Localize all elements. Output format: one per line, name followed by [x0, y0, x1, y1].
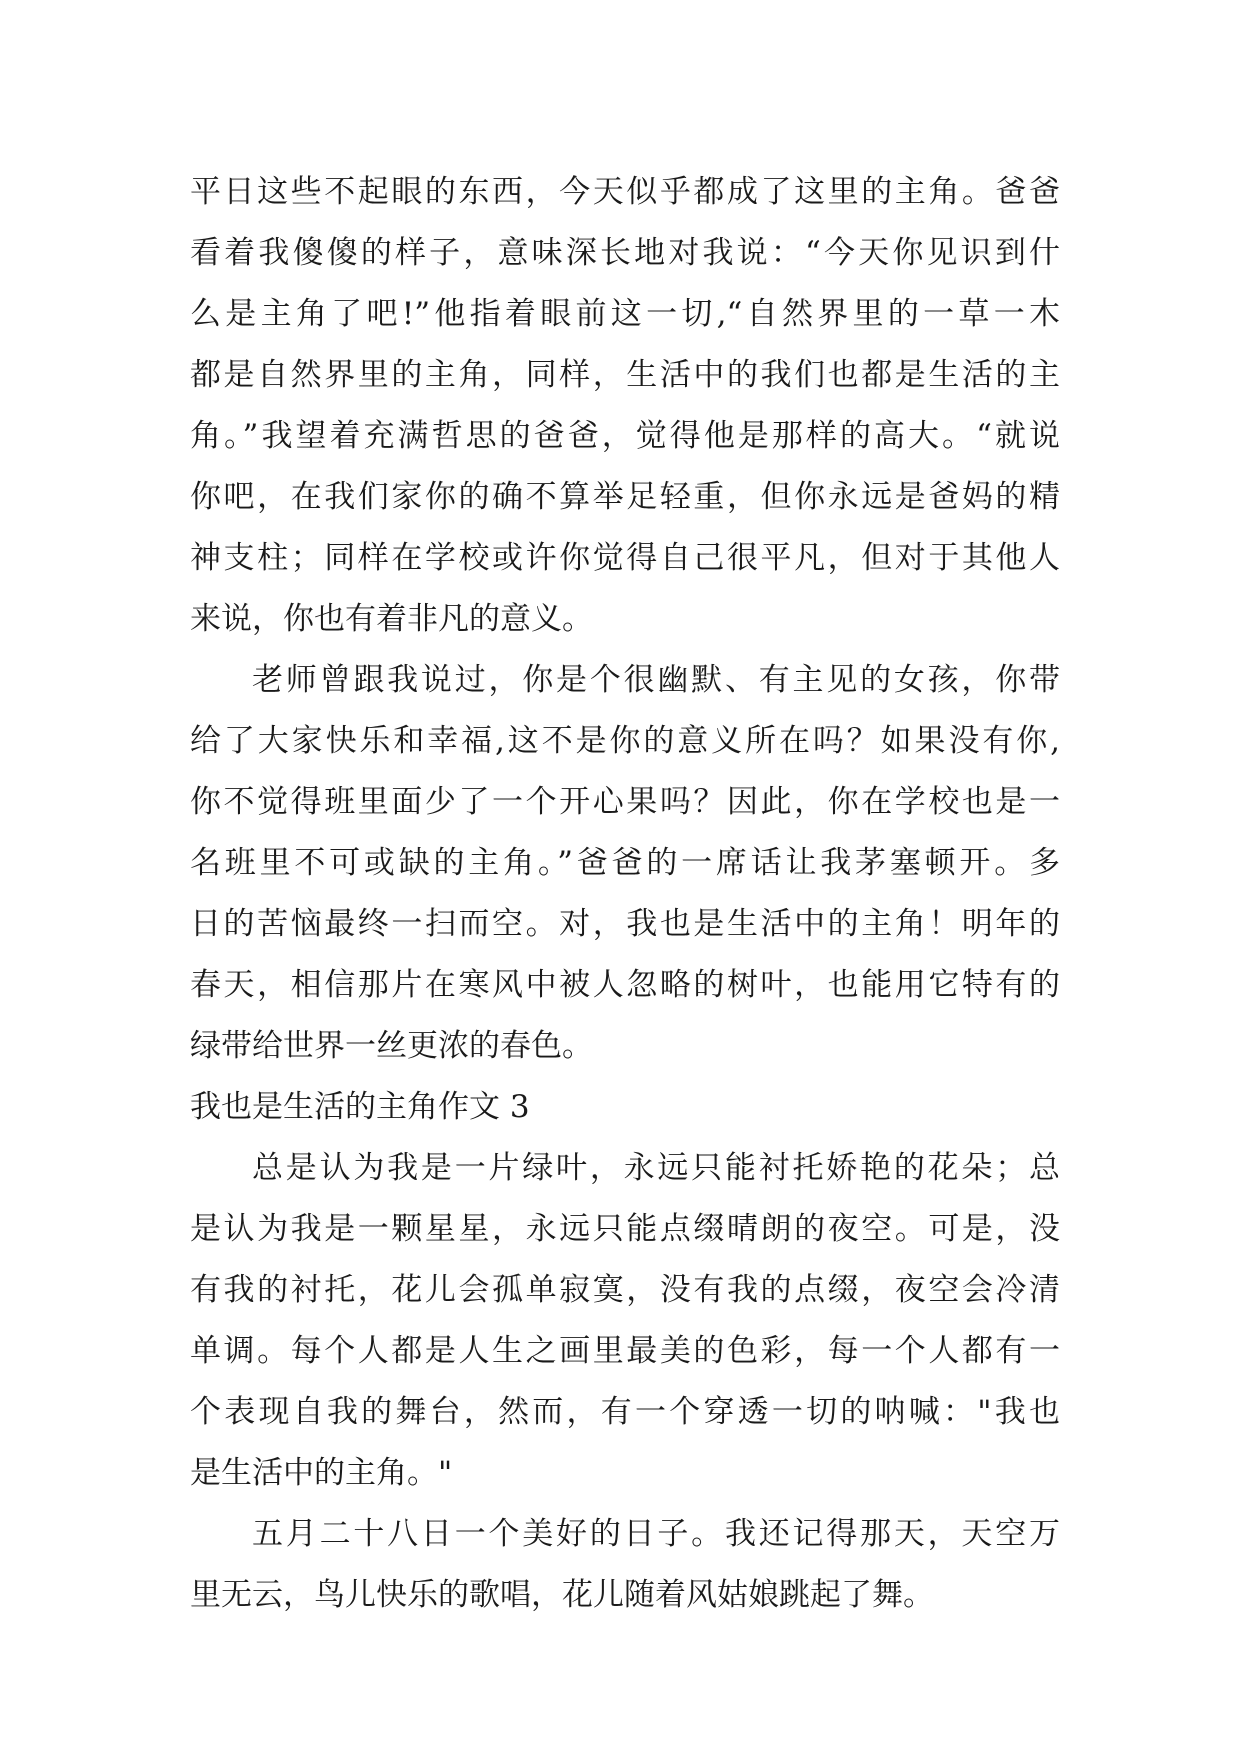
text-line: 绿带给世界一丝更浓的春色。 — [190, 1028, 593, 1064]
text-line: 是认为我是一颗星星，永远只能点缀晴朗的夜空。可是，没 — [190, 1211, 1060, 1247]
text-line: 老师曾跟我说过，你是个很幽默、有主见的女孩，你带 — [252, 662, 1060, 698]
text-line: 春天，相信那片在寒风中被人忽略的树叶，也能用它特有的 — [190, 967, 1060, 1003]
paragraph-4 — [190, 1504, 1060, 1626]
text-line: 给了大家快乐和幸福,这不是你的意义所在吗？如果没有你, — [190, 723, 1060, 759]
text-line: 平日这些不起眼的东西，今天似乎都成了这里的主角。爸爸 — [190, 174, 1060, 210]
section-heading: 我也是生活的主角作文 3 — [190, 1089, 530, 1125]
text-line: 是生活中的主角。" — [190, 1455, 453, 1491]
text-line: 看着我傻傻的样子，意味深长地对我说：“今天你见识到什 — [190, 235, 1060, 271]
text-line: 日的苦恼最终一扫而空。对，我也是生活中的主角！明年的 — [190, 906, 1060, 942]
text-line: 来说，你也有着非凡的意义。 — [190, 601, 593, 637]
text-line: 五月二十八日一个美好的日子。我还记得那天，天空万 — [252, 1516, 1060, 1552]
text-line: 神支柱；同样在学校或许你觉得自己很平凡，但对于其他人 — [190, 540, 1060, 576]
text-line: 个表现自我的舞台，然而，有一个穿透一切的呐喊："我也 — [190, 1394, 1060, 1430]
text-line: 都是自然界里的主角，同样，生活中的我们也都是生活的主 — [190, 357, 1060, 393]
text-line: 角。”我望着充满哲思的爸爸，觉得他是那样的高大。“就说 — [190, 418, 1060, 454]
text-line: 里无云，鸟儿快乐的歌唱，花儿随着风姑娘跳起了舞。 — [190, 1577, 934, 1613]
text-line: 么是主角了吧!”他指着眼前这一切,“自然界里的一草一木 — [190, 296, 1060, 332]
text-line: 有我的衬托，花儿会孤单寂寞，没有我的点缀，夜空会冷清 — [190, 1272, 1060, 1308]
text-line: 你不觉得班里面少了一个开心果吗？因此，你在学校也是一 — [190, 784, 1060, 820]
document-body — [190, 162, 1060, 1626]
paragraph-1 — [190, 162, 1060, 650]
paragraph-3 — [190, 1138, 1060, 1504]
text-line: 总是认为我是一片绿叶，永远只能衬托娇艳的花朵；总 — [252, 1150, 1060, 1186]
paragraph-2 — [190, 650, 1060, 1077]
text-line: 名班里不可或缺的主角。”爸爸的一席话让我茅塞顿开。多 — [190, 845, 1060, 881]
text-line: 单调。每个人都是人生之画里最美的色彩，每一个人都有一 — [190, 1333, 1060, 1369]
text-line: 你吧，在我们家你的确不算举足轻重，但你永远是爸妈的精 — [190, 479, 1060, 515]
